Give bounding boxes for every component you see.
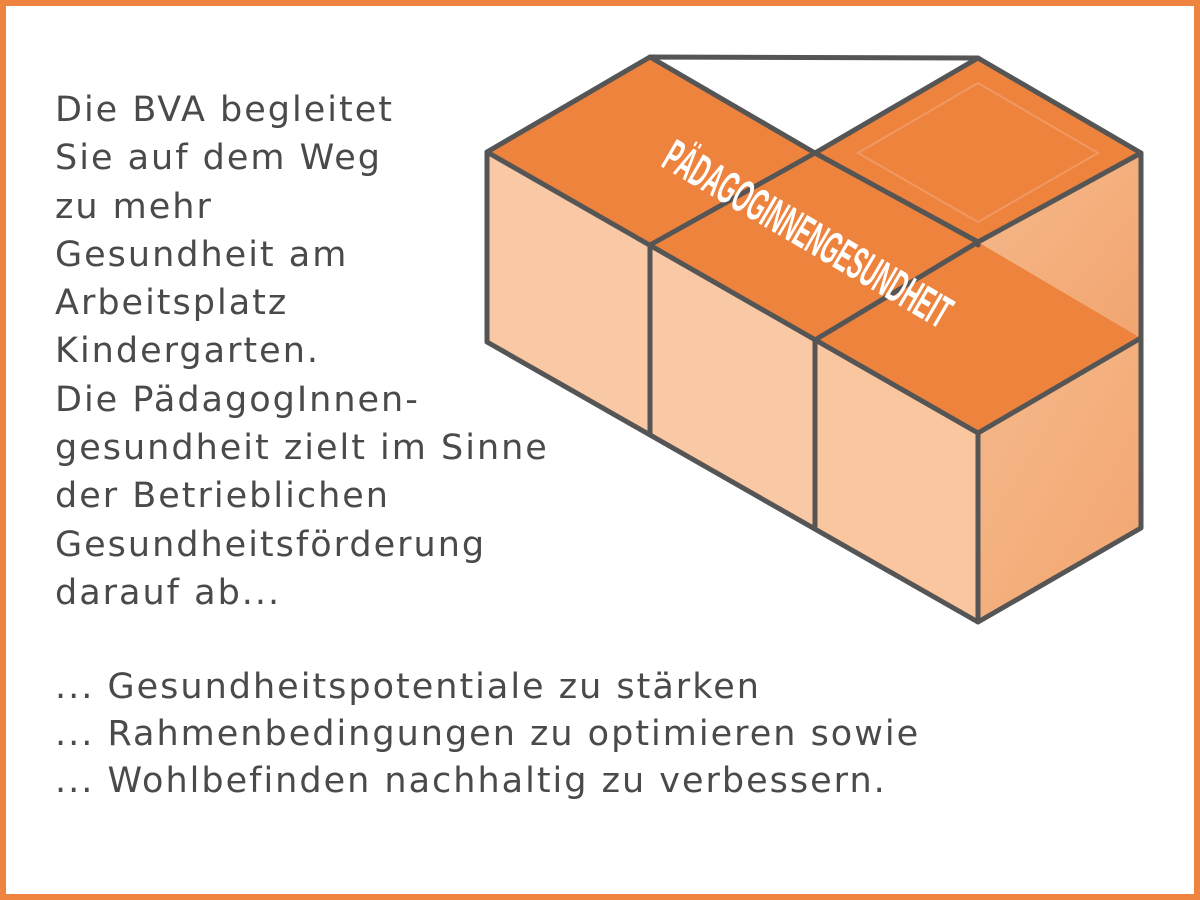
goal-item: ... Gesundheitspotentiale zu stärken — [55, 667, 761, 707]
intro-line: Arbeitsplatz — [55, 283, 289, 324]
intro-line: Die BVA begleitet — [55, 90, 394, 130]
intro-line: darauf ab... — [55, 572, 282, 613]
intro-line: Gesundheitsförderung — [55, 524, 487, 565]
goal-item: ... Rahmenbedingungen zu optimieren sowie — [55, 714, 921, 754]
intro-line: Kindergarten. — [55, 331, 321, 372]
intro-line: zu mehr — [55, 186, 213, 227]
intro-line: gesundheit zielt im Sinne — [55, 428, 549, 469]
intro-line: der Betrieblichen — [55, 476, 390, 517]
intro-line: Gesundheit am — [55, 234, 349, 275]
intro-line: Die PädagogInnen- — [55, 379, 420, 420]
goals-list — [55, 664, 1155, 805]
goal-item: ... Wohlbefinden nachhaltig zu verbessern. — [55, 761, 887, 801]
top-label: PÄDAGOGINNENGESUNDHEIT — [654, 129, 1023, 374]
intro-line: Sie auf dem Weg — [55, 138, 382, 179]
